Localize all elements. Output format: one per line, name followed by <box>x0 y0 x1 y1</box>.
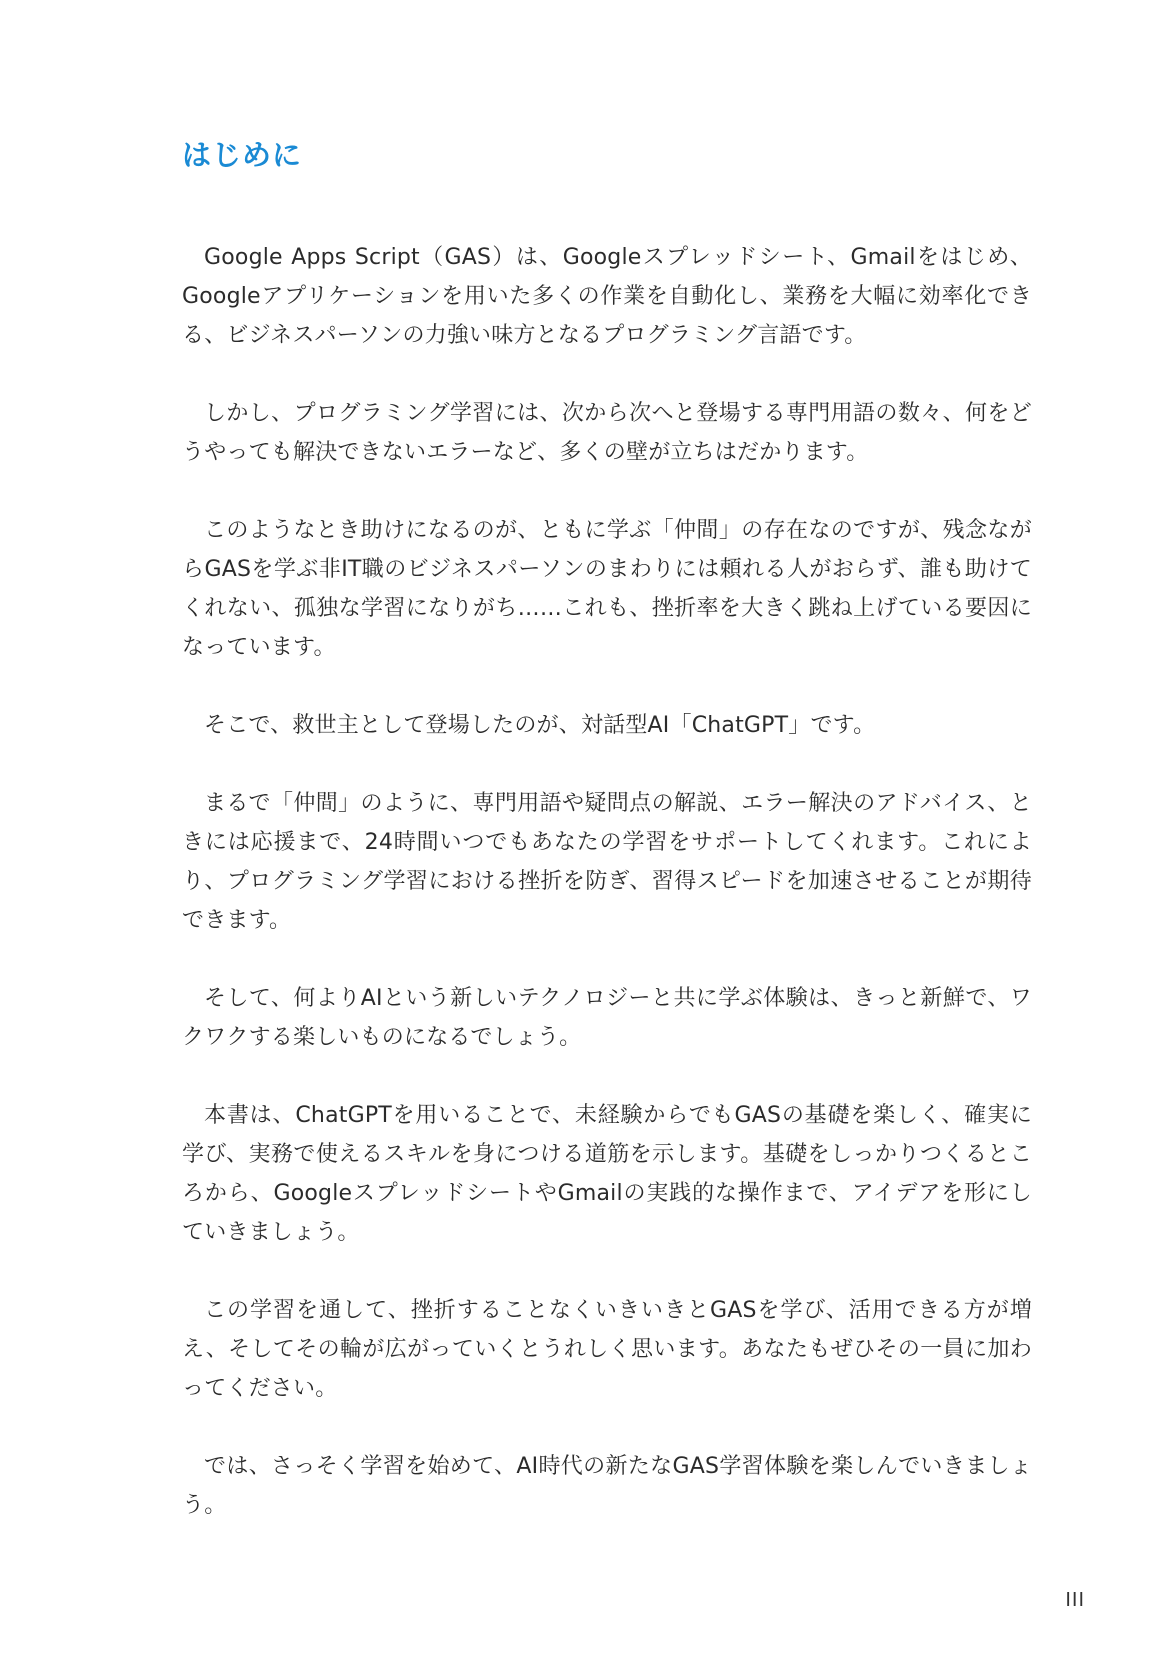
paragraph: この学習を通して、挫折することなくいきいきとGASを学び、活用できる方が増え、そしてその輪が広がっていくとうれしく思います。あなたもぜひその一員に加わってください。 <box>182 1298 1032 1401</box>
body-text <box>182 238 1032 1564</box>
page-title: はじめに <box>182 138 303 172</box>
paragraph: 本書は、ChatGPTを用いることで、未経験からでもGASの基礎を楽しく、確実に学び、実務で使えるスキルを身につける道筋を示します。基礎をしっかりつくるところから、GoogleスプレッドシートやGmailの実践的な操作まで、アイデアを形にしていきましょう。 <box>182 1103 1032 1245</box>
page-number: III <box>1065 1589 1085 1611</box>
paragraph: では、さっそく学習を始めて、AI時代の新たなGAS学習体験を楽しんでいきましょう。 <box>182 1454 1032 1518</box>
paragraph: Google Apps Script（GAS）は、Googleスプレッドシート、Gmailをはじめ、Googleアプリケーションを用いた多くの作業を自動化し、業務を大幅に効率化できる、ビジネスパーソンの力強い味方となるプログラミング言語です。 <box>182 245 1032 348</box>
paragraph: しかし、プログラミング学習には、次から次へと登場する専門用語の数々、何をどうやっても解決できないエラーなど、多くの壁が立ちはだかります。 <box>182 401 1032 465</box>
paragraph: そして、何よりAIという新しいテクノロジーと共に学ぶ体験は、きっと新鮮で、ワクワクする楽しいものになるでしょう。 <box>182 986 1032 1050</box>
paragraph: まるで「仲間」のように、専門用語や疑問点の解説、エラー解決のアドバイス、ときには応援まで、24時間いつでもあなたの学習をサポートしてくれます。これにより、プログラミング学習における挫折を防ぎ、習得スピードを加速させることが期待できます。 <box>182 791 1032 933</box>
paragraph: このようなとき助けになるのが、ともに学ぶ「仲間」の存在なのですが、残念ながらGASを学ぶ非IT職のビジネスパーソンのまわりには頼れる人がおらず、誰も助けてくれない、孤独な学習になりがち……これも、挫折率を大きく跳ね上げている要因になっています。 <box>182 518 1032 660</box>
paragraph: そこで、救世主として登場したのが、対話型AI「ChatGPT」です。 <box>204 713 876 738</box>
